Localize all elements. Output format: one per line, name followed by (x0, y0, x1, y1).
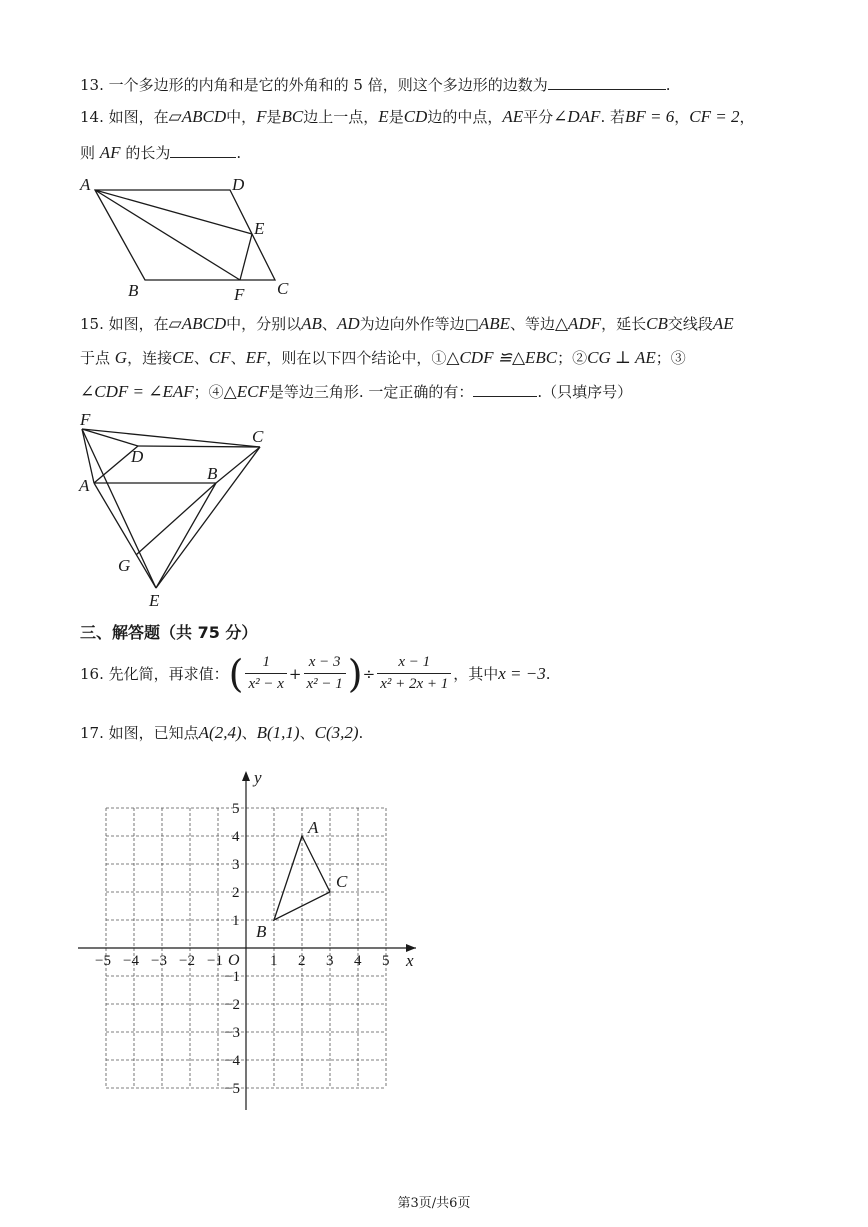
text: 是 (266, 108, 282, 126)
question-number: 13. (80, 76, 104, 94)
y-tick-label: 3 (232, 857, 240, 873)
text: 为边向外作等边 (359, 315, 465, 333)
label-b: B (207, 464, 218, 483)
operator: + (288, 664, 302, 683)
math: △CDF ≌△EBC (446, 348, 558, 367)
y-tick-label: 1 (232, 913, 240, 929)
text: ，则在以下四个结论中，① (266, 349, 447, 367)
math: ∠DAF (553, 107, 601, 126)
period: . (236, 144, 242, 162)
text: 平分 (523, 108, 554, 126)
label-c: C (252, 427, 264, 446)
label-a: A (308, 818, 319, 837)
label-b: B (256, 922, 267, 941)
x-tick-label: −1 (207, 953, 223, 969)
segment-fa (82, 429, 94, 483)
segment-bg (136, 483, 216, 555)
text: 、 (299, 724, 315, 742)
segment-ef (240, 234, 252, 280)
segment-af (95, 190, 240, 280)
math: AE (502, 107, 524, 126)
text: 、 (241, 724, 257, 742)
question-14-line-2 (80, 142, 241, 163)
operator: ÷ (362, 664, 376, 683)
answer-blank (548, 75, 666, 90)
label-c: C (277, 279, 289, 298)
text: 、 (193, 349, 209, 367)
math: BC (281, 107, 304, 126)
x-tick-label: −3 (151, 953, 167, 969)
coordinate-grid (70, 765, 430, 1120)
answer-blank (170, 143, 236, 158)
x-tick-label: −4 (123, 953, 139, 969)
text: 中， (226, 108, 257, 126)
text: . 若 (600, 108, 625, 126)
math: △ADF (554, 314, 602, 333)
y-tick-labels (224, 801, 240, 1097)
numerator: x − 1 (398, 654, 431, 670)
label-f: F (80, 410, 91, 429)
text: ；③ (655, 349, 686, 367)
right-paren: ) (347, 651, 363, 696)
math: CG ⊥ AE (587, 348, 656, 367)
page-footer: 第3页/共6页 (397, 1196, 471, 1211)
text: ， (739, 108, 755, 126)
x-tick-label: 5 (382, 953, 390, 969)
question-15-line-1 (80, 313, 734, 334)
period: . (545, 664, 551, 683)
x-tick-labels (95, 953, 390, 969)
math: AF (99, 143, 121, 162)
math: CF (208, 348, 231, 367)
text: 边上一点， (303, 108, 379, 126)
label-e: E (149, 591, 160, 610)
math: AE (712, 314, 734, 333)
x-tick-label: 4 (354, 953, 362, 969)
y-tick-label: −5 (224, 1081, 240, 1097)
question-15-line-2 (80, 347, 686, 368)
math: ABE (478, 314, 510, 333)
text: □ (464, 315, 479, 333)
label-d: D (131, 447, 144, 466)
segment-ae (95, 190, 252, 234)
figure-parallelogram-14 (70, 170, 310, 305)
math: F (256, 107, 267, 126)
text: .（只填序号） (537, 383, 633, 401)
math: ∠CDF = ∠EAF (80, 382, 194, 401)
segment-fc (82, 429, 260, 447)
math: CB (646, 314, 668, 333)
text: ， (674, 108, 690, 126)
question-17 (80, 722, 363, 743)
math: B(1,1) (256, 723, 300, 742)
answer-blank (473, 382, 537, 397)
text: ，连接 (127, 349, 173, 367)
x-tick-label: 1 (270, 953, 278, 969)
text: 中，分别以 (226, 315, 302, 333)
text: 如图，在 (108, 315, 169, 333)
label-b: B (128, 281, 139, 300)
denominator: x² − 1 (304, 673, 346, 693)
math: ▱ABCD (168, 314, 227, 333)
math: BF = 6 (624, 107, 675, 126)
text: 、 (230, 349, 246, 367)
math: AD (336, 314, 360, 333)
parallelogram-abcd (95, 190, 275, 280)
text: 交线段 (667, 315, 713, 333)
question-number: 16. (80, 664, 104, 683)
question-13 (80, 74, 671, 95)
text: 先化简，再求值： (108, 665, 229, 683)
text: 是 (388, 108, 404, 126)
numerator: 1 (262, 654, 270, 670)
text: ；② (557, 349, 588, 367)
text: 的长为 (125, 144, 171, 162)
math: △ECF (223, 382, 269, 401)
math: CF = 2 (689, 107, 740, 126)
y-tick-label: −1 (224, 969, 240, 985)
x-tick-label: 3 (326, 953, 334, 969)
question-number: 14. (80, 108, 104, 126)
y-axis-arrow-icon (242, 771, 250, 781)
origin-label: O (228, 952, 240, 969)
label-e: E (254, 219, 265, 238)
label-f: F (234, 285, 245, 304)
question-16 (80, 651, 551, 696)
label-g: G (118, 556, 131, 575)
math: ▱ABCD (168, 107, 227, 126)
y-tick-label: 5 (232, 801, 240, 817)
math: EF (245, 348, 267, 367)
question-number: 15. (80, 315, 104, 333)
label-c: C (336, 872, 348, 891)
question-15-line-3 (80, 381, 632, 402)
label-a: A (79, 476, 90, 495)
label-a: A (80, 175, 91, 194)
text: 、 (321, 315, 337, 333)
x-tick-label: −5 (95, 953, 111, 969)
y-tick-label: 2 (232, 885, 240, 901)
text: 如图，在 (108, 108, 169, 126)
text: ；④ (193, 383, 224, 401)
math: C(3,2) (314, 723, 359, 742)
text: 、等边 (509, 315, 555, 333)
text: 于点 (80, 349, 111, 367)
denominator: x² + 2x + 1 (377, 673, 451, 693)
text: ，延长 (601, 315, 647, 333)
x-tick-label: 2 (298, 953, 306, 969)
question-number: 17. (80, 724, 104, 742)
text: 如图，已知点 (108, 724, 199, 742)
math: E (378, 107, 389, 126)
figure-15 (70, 405, 290, 615)
numerator: x − 3 (308, 654, 341, 670)
math: x = −3 (498, 663, 546, 683)
left-paren: ( (228, 651, 244, 696)
y-tick-label: −2 (224, 997, 240, 1013)
x-tick-label: −2 (179, 953, 195, 969)
segment-be (156, 483, 216, 588)
fraction-3 (377, 654, 451, 693)
fraction-2 (304, 654, 346, 693)
question-14-line-1 (80, 106, 754, 127)
segment-dc (138, 446, 260, 447)
label-d: D (232, 175, 245, 194)
period: . (665, 76, 671, 94)
math: G (114, 348, 128, 367)
math: CE (172, 348, 194, 367)
text: 则 (80, 144, 96, 162)
fraction-1 (245, 654, 286, 693)
text: ，其中 (453, 665, 499, 683)
question-text: 一个多边形的内角和是它的外角和的 5 倍，则这个多边形的边数为 (108, 76, 548, 94)
y-tick-label: 4 (232, 829, 240, 845)
x-axis-label: x (406, 951, 414, 970)
math: A(2,4) (198, 723, 242, 742)
y-axis-label: y (254, 768, 262, 787)
y-tick-label: −3 (224, 1025, 240, 1041)
text: 边的中点， (427, 108, 503, 126)
text: 是等边三角形. 一定正确的有： (268, 383, 474, 401)
section-heading: 三、解答题（共 75 分） (80, 623, 258, 642)
y-tick-label: −4 (224, 1053, 240, 1069)
period: . (358, 724, 364, 742)
math: AB (301, 314, 322, 333)
denominator: x² − x (245, 673, 286, 693)
math: CD (403, 107, 428, 126)
